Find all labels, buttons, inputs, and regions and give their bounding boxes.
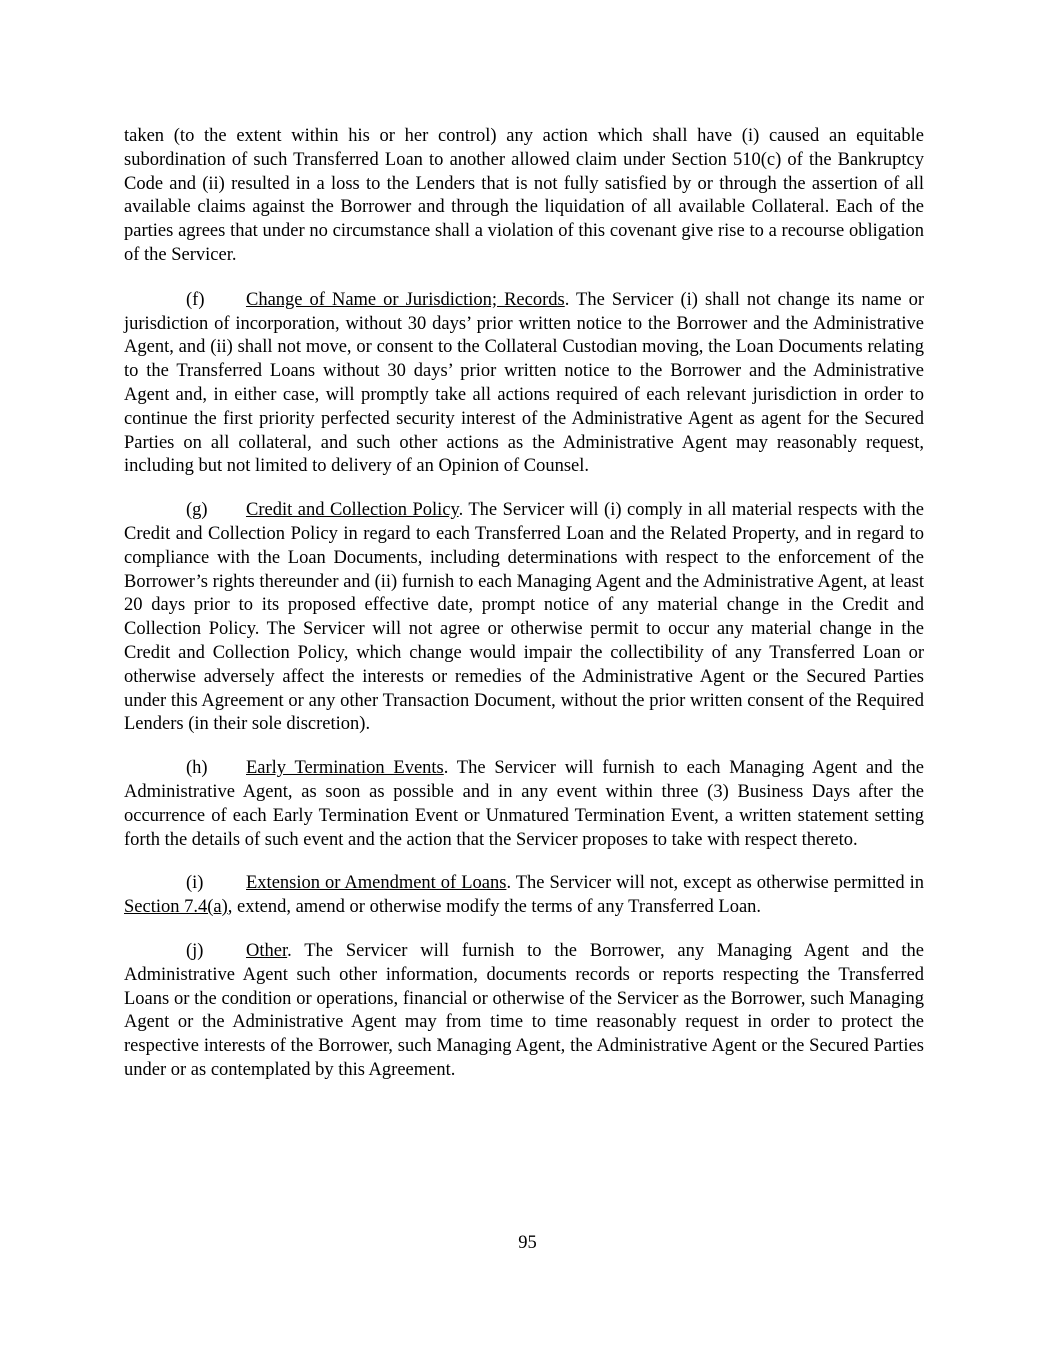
- paragraph-j-body: . The Servicer will furnish to the Borrower, any Managing Agent and the Administrative Agent such other information, documents records or reports respecting the Transferred Loans or the condition or operations, financial or otherwise of the Servicer as the Borrower, such Managing Agent or the Administrative Agent may from time to time reasonably request in order to protect the respective interests of the Borrower, such Managing Agent, the Administrative Agent or the Secured Parties under or as contemplated by this Agreement.: [124, 940, 924, 1080]
- paragraph-j-heading: Other: [246, 940, 288, 961]
- paragraph-i-number: (i): [186, 873, 204, 894]
- paragraph-j-number: (j): [186, 940, 204, 961]
- paragraph-f-number: (f): [186, 289, 205, 310]
- paragraph-h: [124, 757, 924, 852]
- paragraph-i-body-before: . The Servicer will not, except as otherwise permitted in: [506, 873, 924, 894]
- paragraph-f-heading: Change of Name or Jurisdiction; Records: [246, 289, 565, 310]
- paragraph-j: [124, 940, 924, 1083]
- document-page: [124, 125, 924, 1103]
- section-reference: Section 7.4(a): [124, 897, 228, 918]
- paragraph-f-body: . The Servicer (i) shall not change its name or jurisdiction of incorporation, without 30 days’ prior written notice to the Borrower and the Administrative Agent, and (ii) shall not move, or consent to the Collateral Custodian moving, the Loan Documents relating to the Transferred Loans without 30 days’ prior written notice to the Borrower and the Administrative Agent and, in either case, will promptly take all actions required of each relevant jurisdiction in order to continue the first priority perfected security interest of the Administrative Agent as agent for the Secured Parties on all collateral, and such other actions as the Administrative Agent may reasonably request, including but not limited to delivery of an Opinion of Counsel.: [124, 289, 924, 477]
- page-number: 95: [518, 1233, 537, 1253]
- paragraph-g-body: . The Servicer will (i) comply in all material respects with the Credit and Collection Policy in regard to each Transferred Loan and the Related Property, and in regard to compliance with the Loan Documents, including determinations with respect to the enforcement of the Borrower’s rights thereunder and (ii) furnish to each Managing Agent and the Administrative Agent, at least 20 days prior to its proposed effective date, prompt notice of any material change in the Credit and Collection Policy. The Servicer will not agree or otherwise permit to occur any material change in the Credit and Collection Policy, which change would impair the collectibility of any Transferred Loan or otherwise adversely affect the interests or remedies of the Administrative Agent or the Secured Parties under this Agreement or any other Transaction Document, without the prior written consent of the Required Lenders (in their sole discretion).: [124, 500, 924, 735]
- paragraph-h-heading: Early Termination Events: [246, 758, 444, 779]
- paragraph-i-heading: Extension or Amendment of Loans: [246, 873, 507, 894]
- paragraph-h-body: . The Servicer will furnish to each Managing Agent and the Administrative Agent, as soon as possible and in any event within three (3) Business Days after the occurrence of each Early Termination Event or Unmatured Termination Event, a written statement setting forth the details of such event and the action that the Servicer proposes to take with respect thereto.: [124, 758, 924, 850]
- paragraph-f: [124, 289, 924, 479]
- paragraph-i: [124, 872, 924, 920]
- paragraph-g-heading: Credit and Collection Policy: [246, 500, 459, 521]
- paragraph-h-number: (h): [186, 758, 208, 779]
- paragraph-continuation-text: taken (to the extent within his or her control) any action which shall have (i) caused an equitable subordination of such Transferred Loan to another allowed claim under Section 510(c) of the Bankruptcy Code and (ii) resulted in a loss to the Lenders that is not fully satisfied by or through the assertion of all available claims against the Borrower and through the liquidation of all available Collateral. Each of the parties agrees that under no circumstance shall a violation of this covenant give rise to a recourse obligation of the Servicer.: [124, 126, 924, 265]
- paragraph-g: [124, 499, 924, 737]
- paragraph-continuation: [124, 125, 924, 268]
- paragraph-i-body-after: , extend, amend or otherwise modify the terms of any Transferred Loan.: [227, 897, 762, 918]
- paragraph-g-number: (g): [186, 500, 208, 521]
